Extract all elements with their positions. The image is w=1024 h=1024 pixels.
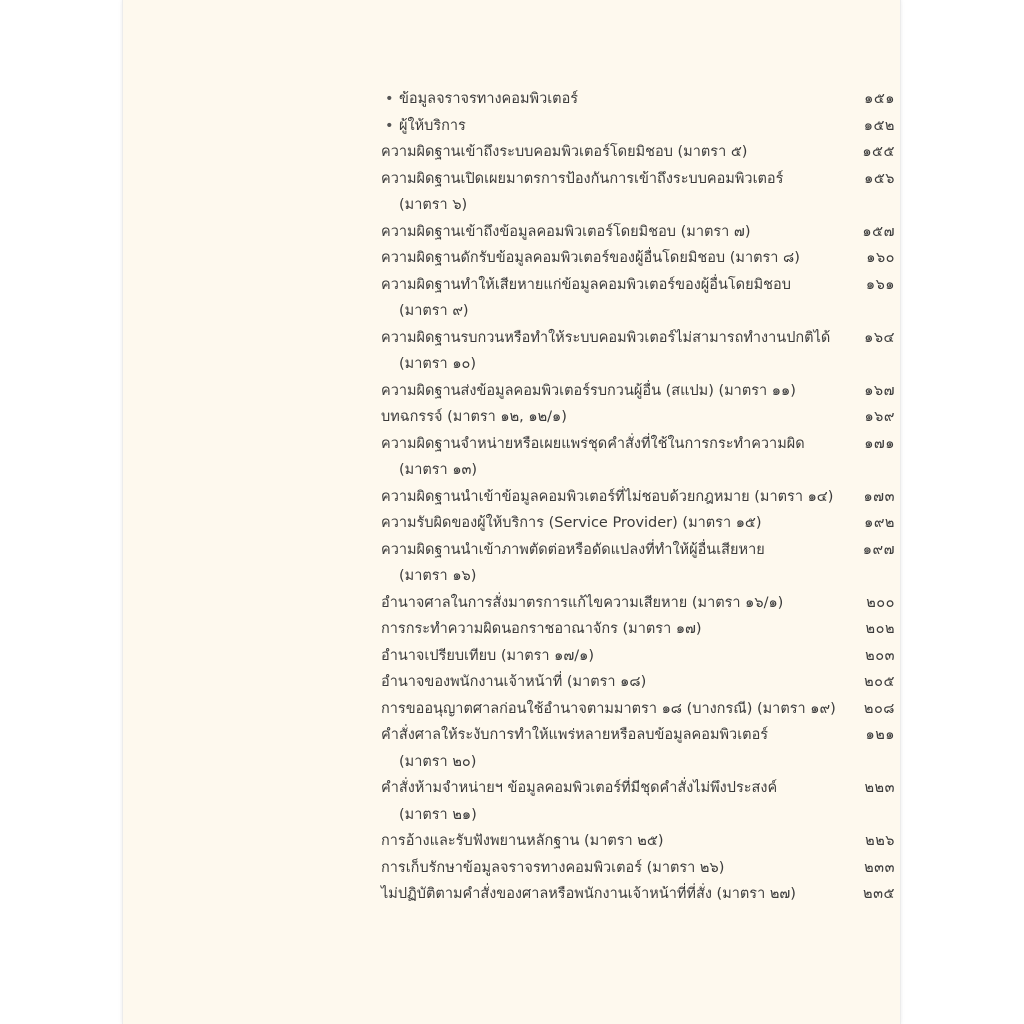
toc-entry	[381, 245, 895, 272]
toc-entry-title: ไม่ปฏิบัติตามคำสั่งของศาลหรือพนักงานเจ้าหน้าที่ที่สั่ง (มาตรา ๒๗)	[381, 886, 796, 902]
toc-entry-title: คำสั่งศาลให้ระงับการทำให้แพร่หลายหรือลบข้อมูลคอมพิวเตอร์	[381, 727, 769, 743]
toc-entry-title: ความผิดฐานเข้าถึงระบบคอมพิวเตอร์โดยมิชอบ (มาตรา ๕)	[381, 144, 748, 160]
toc-page-number: ๒๐๓	[865, 647, 895, 664]
toc-entry-continuation	[381, 802, 895, 829]
toc-page-number: ๑๖๐	[866, 250, 895, 266]
toc-entry	[381, 590, 895, 617]
toc-entry	[381, 537, 895, 564]
toc-entry-title: (มาตรา ๒๑)	[399, 806, 477, 823]
toc-entry	[381, 272, 895, 299]
toc-entry-continuation	[381, 351, 895, 378]
toc-page-number: ๑๗๑	[864, 435, 895, 452]
toc-entry-title: ความผิดฐานส่งข้อมูลคอมพิวเตอร์รบกวนผู้อื่น (สแปม) (มาตรา ๑๑)	[381, 382, 796, 399]
toc-entry-title: การขออนุญาตศาลก่อนใช้อำนาจตามมาตรา ๑๘ (บางกรณี) (มาตรา ๑๙)	[381, 700, 836, 717]
document-page	[122, 0, 901, 1024]
toc-entry-title: • ผู้ให้บริการ	[381, 113, 466, 140]
toc-page-number: ๑๕๒	[863, 117, 895, 134]
toc-entry-title: ความผิดฐานเปิดเผยมาตรการป้องกันการเข้าถึงระบบคอมพิวเตอร์	[381, 170, 784, 187]
toc-entry	[381, 855, 895, 882]
toc-entry	[381, 696, 895, 723]
toc-entry-title: ความผิดฐานทำให้เสียหายแก่ข้อมูลคอมพิวเตอร์ของผู้อื่นโดยมิชอบ	[381, 276, 791, 293]
toc-entry	[381, 139, 895, 166]
toc-entry	[381, 378, 895, 405]
toc-entry	[381, 775, 895, 802]
toc-entry-title: อำนาจศาลในการสั่งมาตรการแก้ไขความเสียหาย (มาตรา ๑๖/๑)	[381, 594, 784, 611]
toc-entry	[381, 431, 895, 458]
toc-page-number: ๑๙๗	[862, 541, 895, 558]
toc-page-number: ๒๐๐	[866, 594, 895, 611]
toc-entry	[381, 510, 895, 537]
toc-page-number: ๒๓๓	[864, 859, 895, 876]
toc-entry-title: (มาตรา ๑๖)	[399, 568, 477, 584]
toc-entry-continuation	[381, 298, 895, 325]
toc-page-number: ๑๕๖	[864, 170, 895, 187]
toc-entry-continuation	[381, 192, 895, 219]
toc-entry-title: ความผิดฐานนำเข้าภาพตัดต่อหรือดัดแปลงที่ทำให้ผู้อื่นเสียหาย	[381, 541, 765, 558]
toc-entry	[381, 722, 895, 749]
toc-page-number: ๒๐๒	[865, 621, 895, 637]
toc-entry-title: (มาตรา ๖)	[399, 197, 468, 213]
toc-page-number: ๑๖๙	[864, 409, 895, 425]
toc-page-number: ๑๖๑	[865, 276, 895, 293]
toc-entry-title: (มาตรา ๒๐)	[399, 753, 477, 770]
toc-entry-continuation	[381, 749, 895, 776]
toc-entry-title: ความผิดฐานดักรับข้อมูลคอมพิวเตอร์ของผู้อื่นโดยมิชอบ (มาตรา ๘)	[381, 250, 800, 266]
toc-entry	[381, 113, 895, 140]
toc-page-number: ๒๐๕	[864, 674, 895, 690]
toc-entry	[381, 166, 895, 193]
toc-entry	[381, 828, 895, 855]
toc-entry-title: ความผิดฐานเข้าถึงข้อมูลคอมพิวเตอร์โดยมิชอบ (มาตรา ๗)	[381, 223, 751, 240]
toc-entry-title: (มาตรา ๑๓)	[399, 462, 478, 478]
toc-entry-title: (มาตรา ๑๐)	[399, 356, 477, 372]
toc-page-number: ๑๕๕	[862, 144, 895, 160]
toc-page-number: ๑๖๔	[864, 329, 895, 346]
toc-page-number: ๒๒๖	[865, 833, 895, 849]
toc-page-number: ๑๕๑	[864, 91, 895, 107]
table-of-contents	[381, 86, 895, 908]
toc-entry	[381, 881, 895, 908]
toc-entry-title: (มาตรา ๙)	[399, 303, 469, 319]
toc-entry-title: การกระทำความผิดนอกราชอาณาจักร (มาตรา ๑๗)	[381, 621, 702, 637]
toc-entry	[381, 669, 895, 696]
toc-page-number: ๑๙๒	[864, 515, 895, 531]
toc-entry	[381, 86, 895, 113]
toc-entry	[381, 484, 895, 511]
toc-entry-title: ความผิดฐานรบกวนหรือทำให้ระบบคอมพิวเตอร์ไม่สามารถทำงานปกติได้	[381, 329, 831, 346]
toc-page-number: ๑๖๗	[864, 382, 895, 399]
toc-entry-title: ความรับผิดของผู้ให้บริการ (Service Provider) (มาตรา ๑๕)	[381, 515, 762, 531]
toc-entry	[381, 404, 895, 431]
toc-entry-title: อำนาจเปรียบเทียบ (มาตรา ๑๗/๑)	[381, 647, 595, 664]
toc-page-number: ๑๗๓	[863, 488, 895, 505]
toc-entry	[381, 616, 895, 643]
toc-entry-title: การเก็บรักษาข้อมูลจราจรทางคอมพิวเตอร์ (มาตรา ๒๖)	[381, 859, 725, 876]
toc-entry-title: • ข้อมูลจราจรทางคอมพิวเตอร์	[381, 86, 578, 113]
toc-page-number: ๑๒๑	[865, 727, 895, 743]
toc-page-number: ๒๐๘	[863, 700, 895, 717]
toc-entry	[381, 643, 895, 670]
toc-page-number: ๑๕๗	[862, 223, 895, 240]
toc-page-number: ๒๓๕	[863, 886, 895, 902]
toc-page-number: ๒๒๓	[864, 780, 895, 796]
toc-entry-title: ความผิดฐานจำหน่ายหรือเผยแพร่ชุดคำสั่งที่ใช้ในการกระทำความผิด	[381, 435, 805, 452]
toc-entry-title: บทฉกรรจ์ (มาตรา ๑๒, ๑๒/๑)	[381, 409, 567, 425]
toc-entry-continuation	[381, 563, 895, 590]
toc-entry-title: การอ้างและรับฟังพยานหลักฐาน (มาตรา ๒๕)	[381, 833, 664, 849]
toc-entry-title: ความผิดฐานนำเข้าข้อมูลคอมพิวเตอร์ที่ไม่ชอบด้วยกฎหมาย (มาตรา ๑๔)	[381, 488, 834, 505]
toc-entry	[381, 219, 895, 246]
toc-entry	[381, 325, 895, 352]
toc-entry-title: คำสั่งห้ามจำหน่ายฯ ข้อมูลคอมพิวเตอร์ที่มีชุดคำสั่งไม่พึงประสงค์	[381, 780, 778, 796]
toc-entry-title: อำนาจของพนักงานเจ้าหน้าที่ (มาตรา ๑๘)	[381, 674, 647, 690]
toc-entry-continuation	[381, 457, 895, 484]
